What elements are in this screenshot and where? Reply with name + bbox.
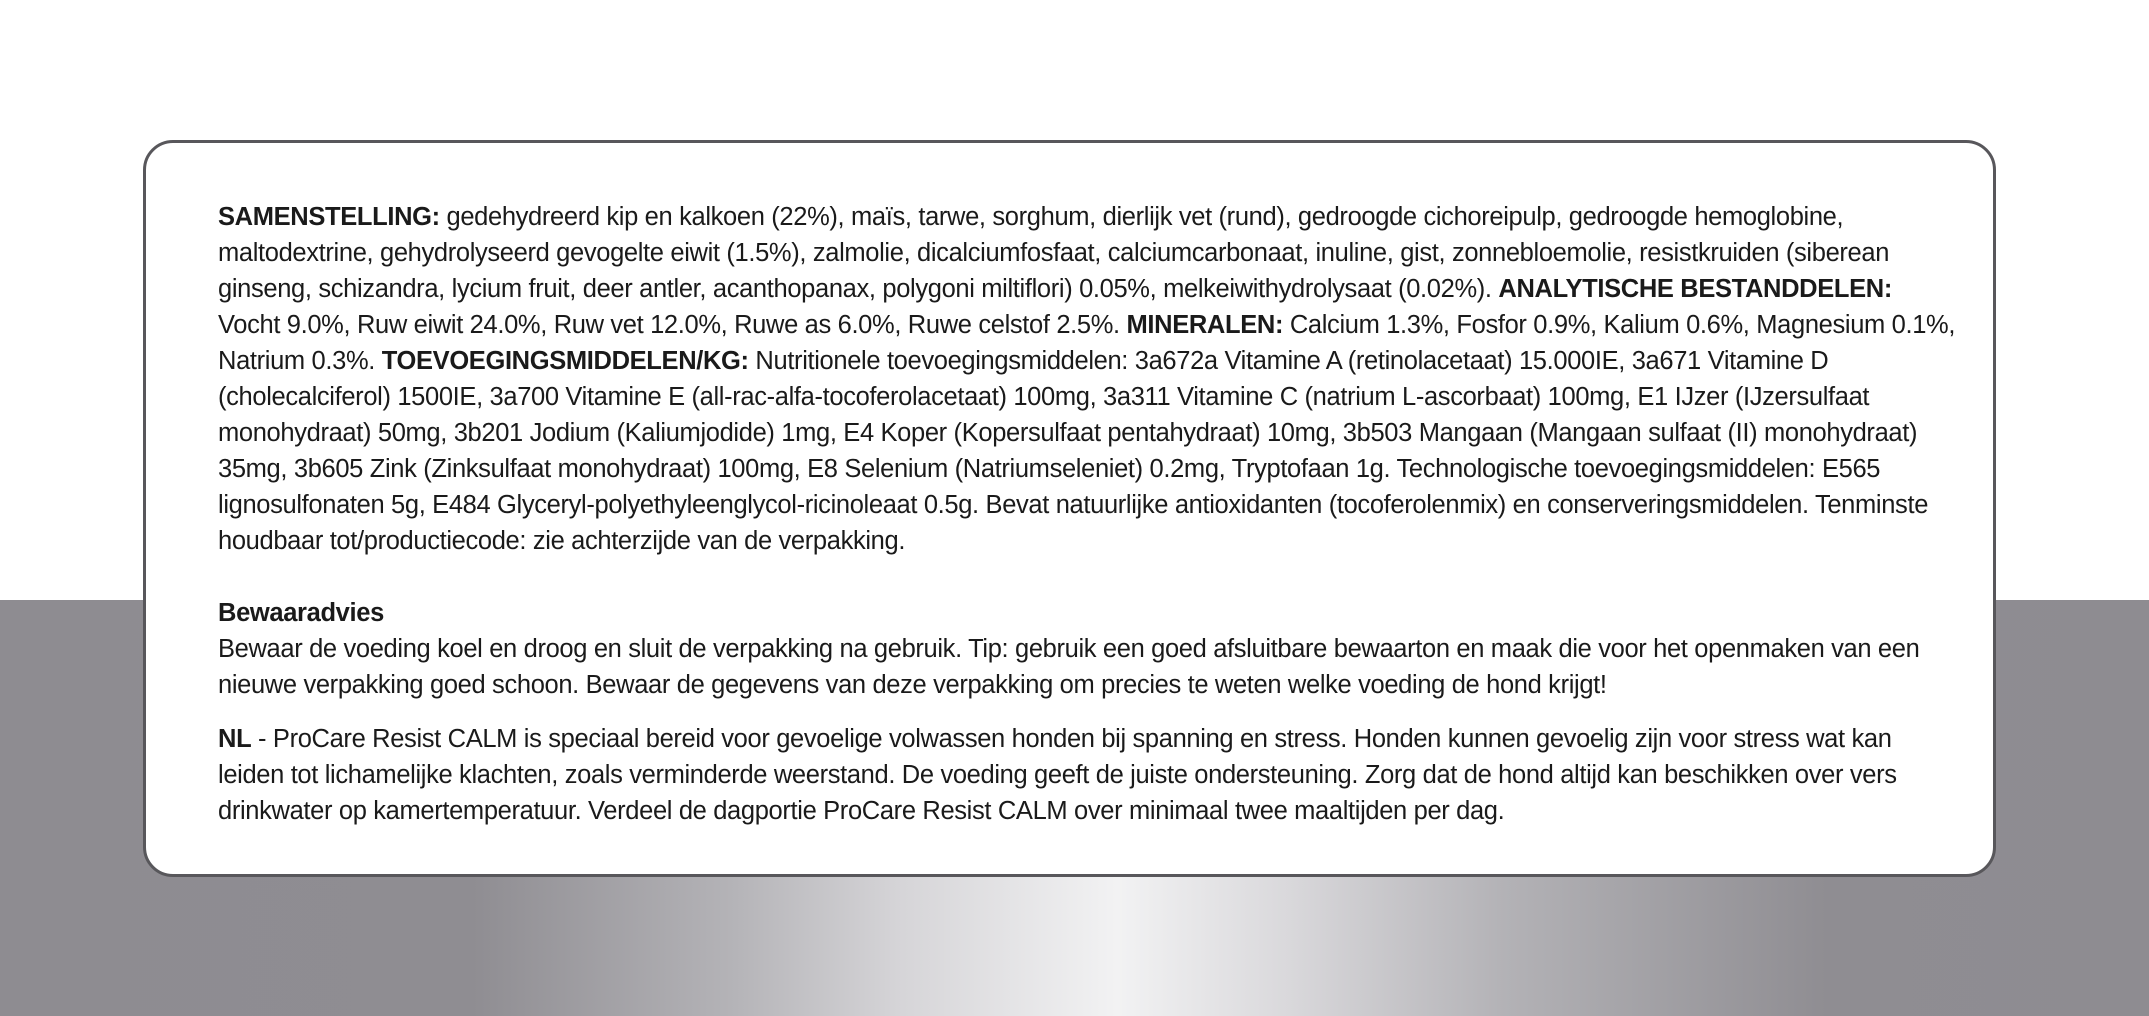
storage-text: Bewaar de voeding koel en droog en sluit de verpakking na gebruik. Tip: gebruik een goed afsluitbare bewaarton en maak die voor het openmaken van een nieuwe verpakking goed schoon. Bewaar de gegevens van deze verpakking om precies te weten welke voeding de hond krijgt!: [218, 635, 1920, 699]
label-content: [218, 199, 1958, 829]
description-paragraph: [218, 721, 1958, 829]
composition-label: SAMENSTELLING:: [218, 203, 440, 231]
minerals-text: Calcium 1.3%, Fosfor 0.9%, Kalium 0.6%, Magnesium 0.1%, Natrium 0.3%.: [218, 311, 1956, 375]
storage-heading-paragraph: [218, 595, 1958, 631]
description-text: - ProCare Resist CALM is speciaal bereid voor gevoelige volwassen honden bij spanning en stress. Honden kunnen gevoelig zijn voor stress wat kan leiden tot lichamelijke klachten, zoals verminderde weerstand. De voeding geeft de juiste ondersteuning. Zorg dat de hond altijd kan beschikken over vers drinkwater op kamertemperatuur. Verdeel de dagportie ProCare Resist CALM over minimaal twee maaltijden per dag.: [218, 725, 1897, 825]
analytical-text: Vocht 9.0%, Ruw eiwit 24.0%, Ruw vet 12.0%, Ruwe as 6.0%, Ruwe celstof 2.5%.: [218, 311, 1127, 339]
additives-text: Nutritionele toevoegingsmiddelen: 3a672a Vitamine A (retinolacetaat) 15.000IE, 3a671 Vitamine D (cholecalciferol) 1500IE, 3a700 Vitamine E (all-rac-alfa-tocoferolacetaat) 100mg, 3a311 Vitamine C (natrium L-ascorbaat) 100mg, E1 IJzer (IJzersulfaat monohydraat) 50mg, 3b201 Jodium (Kaliumjodide) 1mg, E4 Koper (Kopersulfaat pentahydraat) 10mg, 3b503 Mangaan (Mangaan sulfaat (II) monohydraat) 35mg, 3b605 Zink (Zinksulfaat monohydraat) 100mg, E8 Selenium (Natriumseleniet) 0.2mg, Tryptofaan 1g. Technologische toevoegingsmiddelen: E565 lignosulfonaten 5g, E484 Glyceryl-polyethyleenglycol-ricinoleaat 0.5g. Bevat natuurlijke antioxidanten (tocoferolenmix) en conserveringsmiddelen. Tenminste houdbaar tot/productiecode: zie achterzijde van de verpakking.: [218, 347, 1929, 555]
label-card: [143, 140, 1996, 877]
storage-heading: Bewaaradvies: [218, 599, 384, 627]
language-label: NL: [218, 725, 252, 753]
analytical-label: ANALYTISCHE BESTANDDELEN:: [1498, 275, 1893, 303]
minerals-label: MINERALEN:: [1126, 311, 1284, 339]
additives-label: TOEVOEGINGSMIDDELEN/KG:: [381, 347, 749, 375]
composition-text: gedehydreerd kip en kalkoen (22%), maïs, tarwe, sorghum, dierlijk vet (rund), gedroogde cichoreipulp, gedroogde hemoglobine, maltodextrine, gehydrolyseerd gevogelte eiwit (1.5%), zalmolie, dicalciumfosfaat, calciumcarbonaat, inuline, gist, zonnebloemolie, resistkruiden (siberean ginseng, schizandra, lycium fruit, deer antler, acanthopanax, polygoni miltiflori) 0.05%, melkeiwithydrolysaat (0.02%).: [218, 203, 1890, 303]
composition-paragraph: [218, 199, 1958, 559]
